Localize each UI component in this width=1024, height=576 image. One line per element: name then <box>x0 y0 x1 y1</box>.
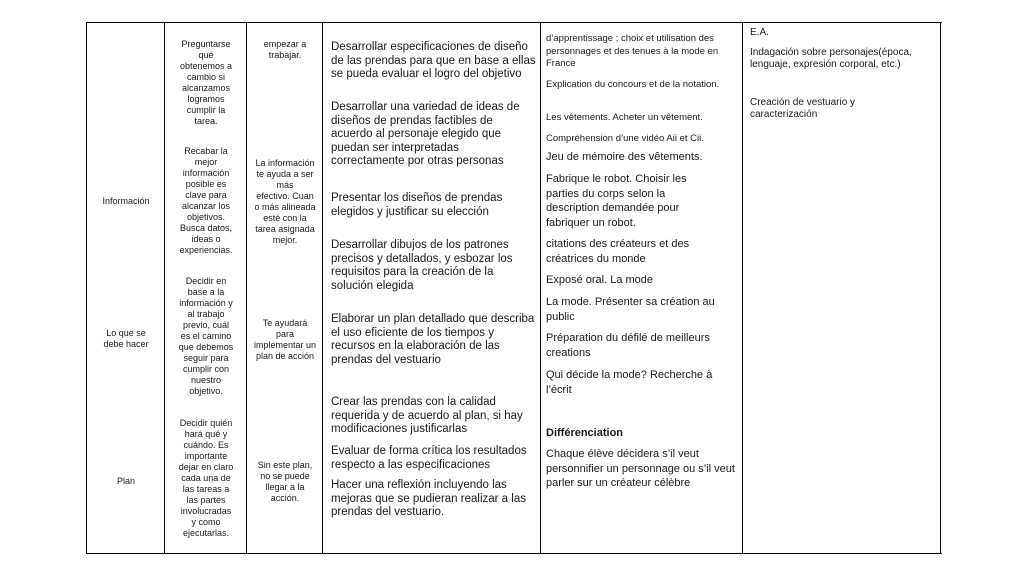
activity-item: Explication du concours et de la notation. <box>546 79 720 90</box>
activity-item: Chaque élève décidera s’il veut personnifier un personnage ou s’il veut parler sur un créateur célèbre <box>546 448 735 489</box>
activity-item: Fabrique le robot. Choisir les parties du corps selon la description demandée pour fabriquer un robot. <box>546 173 687 229</box>
assessment-item: Indagación sobre personajes(época, lenguaje, expresión corporal, etc.) <box>750 47 912 70</box>
activity-item: Exposé oral. La mode <box>546 274 654 286</box>
row-label-plan: Plan <box>116 476 135 486</box>
activity-item: Compréhension d’une vidéo Aii et Cii. <box>546 133 704 144</box>
lesson-plan-table <box>86 22 942 554</box>
assessment-item: Creación de vestuario y caracterización <box>750 97 856 120</box>
row-label-informacion: Información <box>102 196 150 206</box>
activity-item: Jeu de mémoire des vêtements. <box>546 151 703 163</box>
description-cell: Decidir en base a la información y al trabajo previo, cuál es el camino que debemos seguir para cumplir con nuestro objetivo. <box>178 276 234 396</box>
criteria-item: Evaluar de forma crítica los resultados respecto a las especificaciones <box>331 445 527 471</box>
description-cell: Preguntarse qué obtenemos a cambio si alcanzamos logramos cumplir la tarea. <box>179 39 233 126</box>
activities-column <box>541 23 743 553</box>
purpose-column <box>247 23 323 553</box>
description-cell: Decidir quién hará qué y cuándo. Es importante dejar en claro cada una de las tareas a las partes involucradas y como ejecutarlas. <box>178 418 234 538</box>
assessment-column <box>743 23 941 553</box>
row-label-column <box>87 23 165 553</box>
criteria-item: Desarrollar especificaciones de diseño de las prendas para que en base a ellas se pueda evaluar el logro del objetivo <box>331 41 536 81</box>
purpose-cell: La información te ayuda a ser más efectivo. Cuan o más alineada esté con la tarea asignada mejor. <box>254 158 316 245</box>
criteria-item: Presentar los diseños de prendas elegidos y justificar su elección <box>331 192 503 218</box>
activity-item: Qui décide la mode? Recherche à l’écrit <box>546 369 713 396</box>
purpose-cell: empezar a trabajar. <box>263 39 307 60</box>
criteria-item: Desarrollar dibujos de los patrones precisos y detallados, y esbozar los requisitos para la creación de la solución elegida <box>331 239 513 292</box>
activity-item: d’apprentissage ; choix et utilisation des personnages et des tenues à la mode en France <box>546 33 719 69</box>
row-label-lo-que-se: Lo que se debe hacer <box>103 328 149 349</box>
activity-item: Les vêtements. Acheter un vêtement. <box>546 112 703 123</box>
differentiation-heading: Différenciation <box>546 427 624 439</box>
description-cell: Recabar la mejor información posible es clave para alcanzar los objetivos. Busca datos, ideas o experiencias. <box>179 146 233 255</box>
purpose-cell: Sin este plan, no se puede llegar a la acción. <box>257 460 313 503</box>
description-column <box>165 23 247 553</box>
criteria-item: Elaborar un plan detallado que describa el uso eficiente de los tiempos y recursos en la elaboración de las prendas del vestuario <box>331 313 535 366</box>
purpose-cell: Te ayudará para implementar un plan de acción <box>253 318 317 361</box>
criteria-item: Crear las prendas con la calidad requerida y de acuerdo al plan, si hay modificaciones justificarlas <box>331 396 523 436</box>
criteria-item: Desarrollar una variedad de ideas de diseños de prendas factibles de acuerdo al personaje elegido que puedan ser interpretadas correctamente por otras personas <box>331 101 520 168</box>
activity-item: La mode. Présenter sa création au public <box>546 296 715 323</box>
assessment-label: E.A. <box>750 27 769 38</box>
activity-item: Préparation du défilé de meilleurs creations <box>546 332 710 359</box>
activity-item: citations des créateurs et des créatrices du monde <box>546 238 690 265</box>
criteria-column <box>323 23 541 553</box>
criteria-item: Hacer una reflexión incluyendo las mejoras que se pudieran realizar a las prendas del vestuario. <box>331 479 526 519</box>
